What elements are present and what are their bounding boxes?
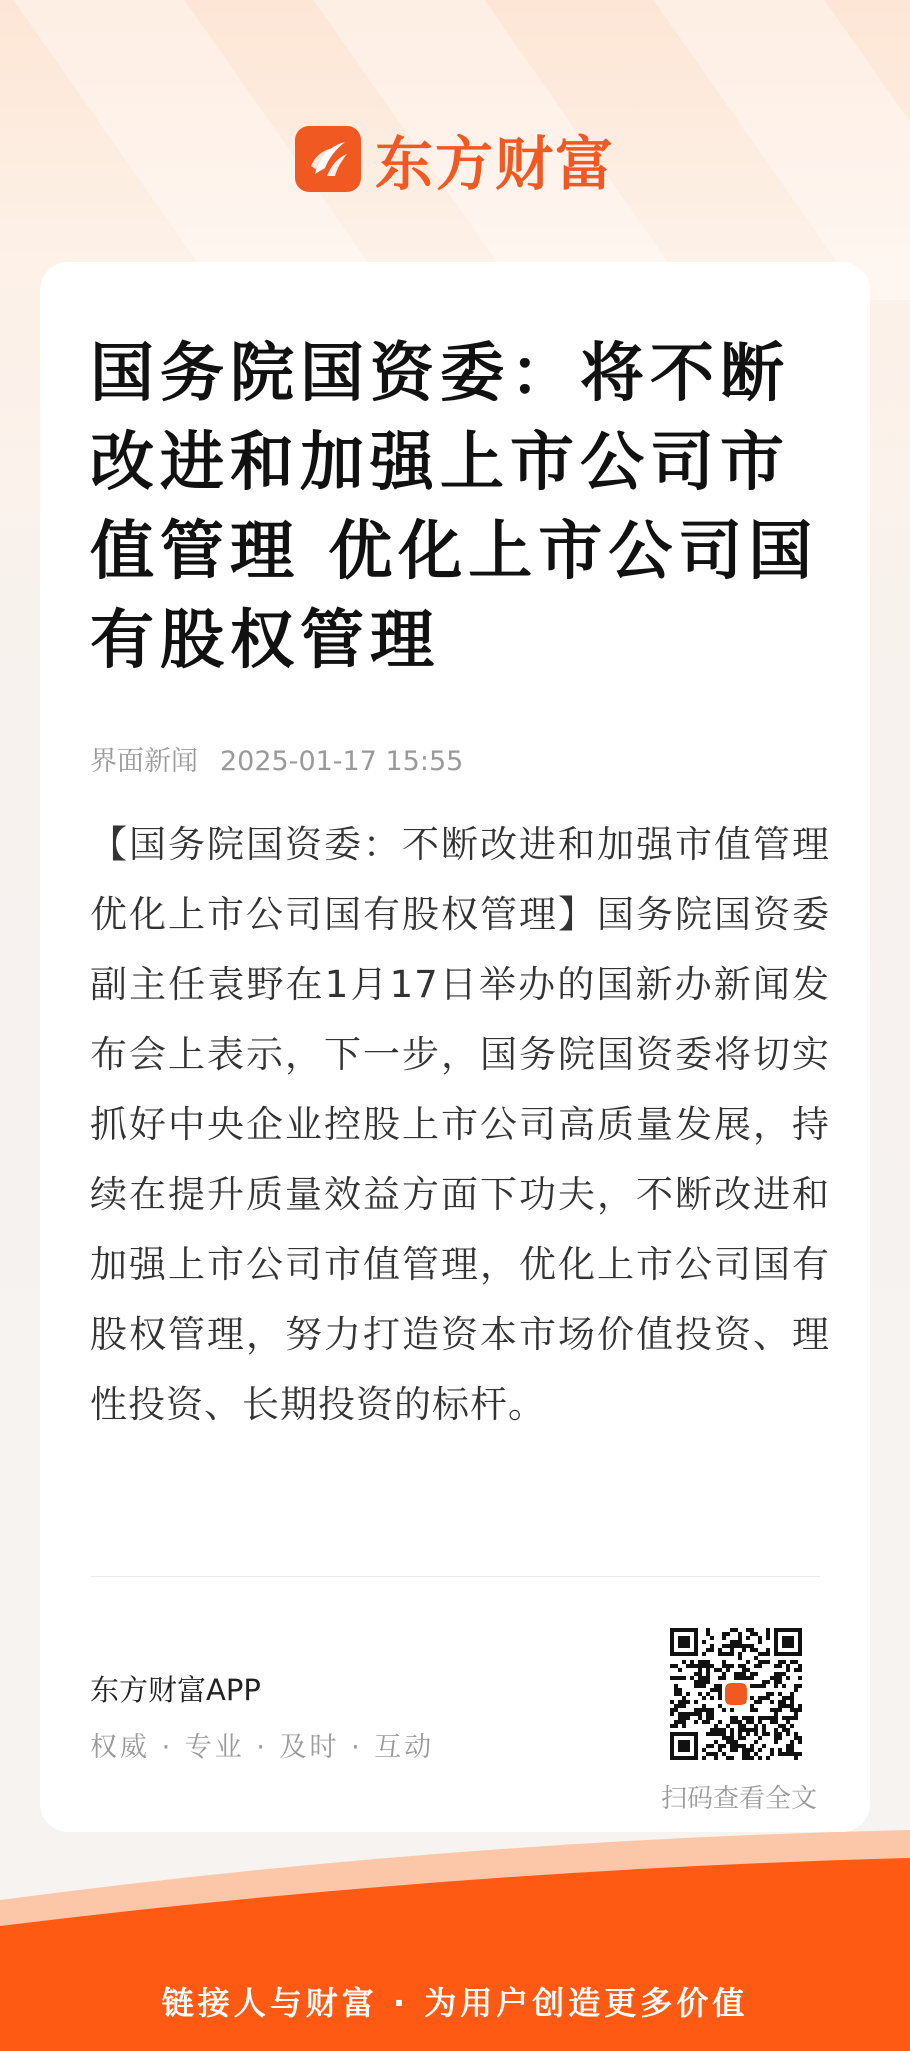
article-body: 【国务院国资委：不断改进和加强市值管理 优化上市公司国有股权管理】国务院国资委副主任袁野在1月17日举办的国新办新闻发布会上表示，下一步，国务院国资委将切实抓好中央企业控股上市公司高质量发展，持续在提升质量效益方面下功夫，不断改进和加强上市公司市值管理，优化上市公司国有股权管理，努力打造资本市场价值投资、理性投资、长期投资的标杆。 <box>90 823 830 1426</box>
qr-caption: 扫码查看全文 <box>660 1784 817 1814</box>
footer-banner <box>0 1830 910 2051</box>
article-meta <box>90 739 463 778</box>
article-datetime: 2025-01-17 15:55 <box>220 746 464 777</box>
article-title: 国务院国资委：将不断改进和加强上市公司市值管理 优化上市公司国有股权管理 <box>90 337 819 678</box>
footer-tagline: 链接人与财富 · 为用户创造更多价值 <box>161 1984 749 2022</box>
article-card <box>40 262 870 1832</box>
qr-code-icon[interactable] <box>670 1628 802 1760</box>
eastmoney-logo-icon <box>295 126 361 192</box>
article-source: 界面新闻 <box>90 746 198 777</box>
promo-slogan: 权威 · 专业 · 及时 · 互动 <box>90 1732 435 1763</box>
brand-name: 东方财富 <box>374 130 615 198</box>
promo-app-name: 东方财富APP <box>90 1673 261 1707</box>
brand-logo <box>0 124 910 198</box>
divider <box>90 1576 820 1577</box>
